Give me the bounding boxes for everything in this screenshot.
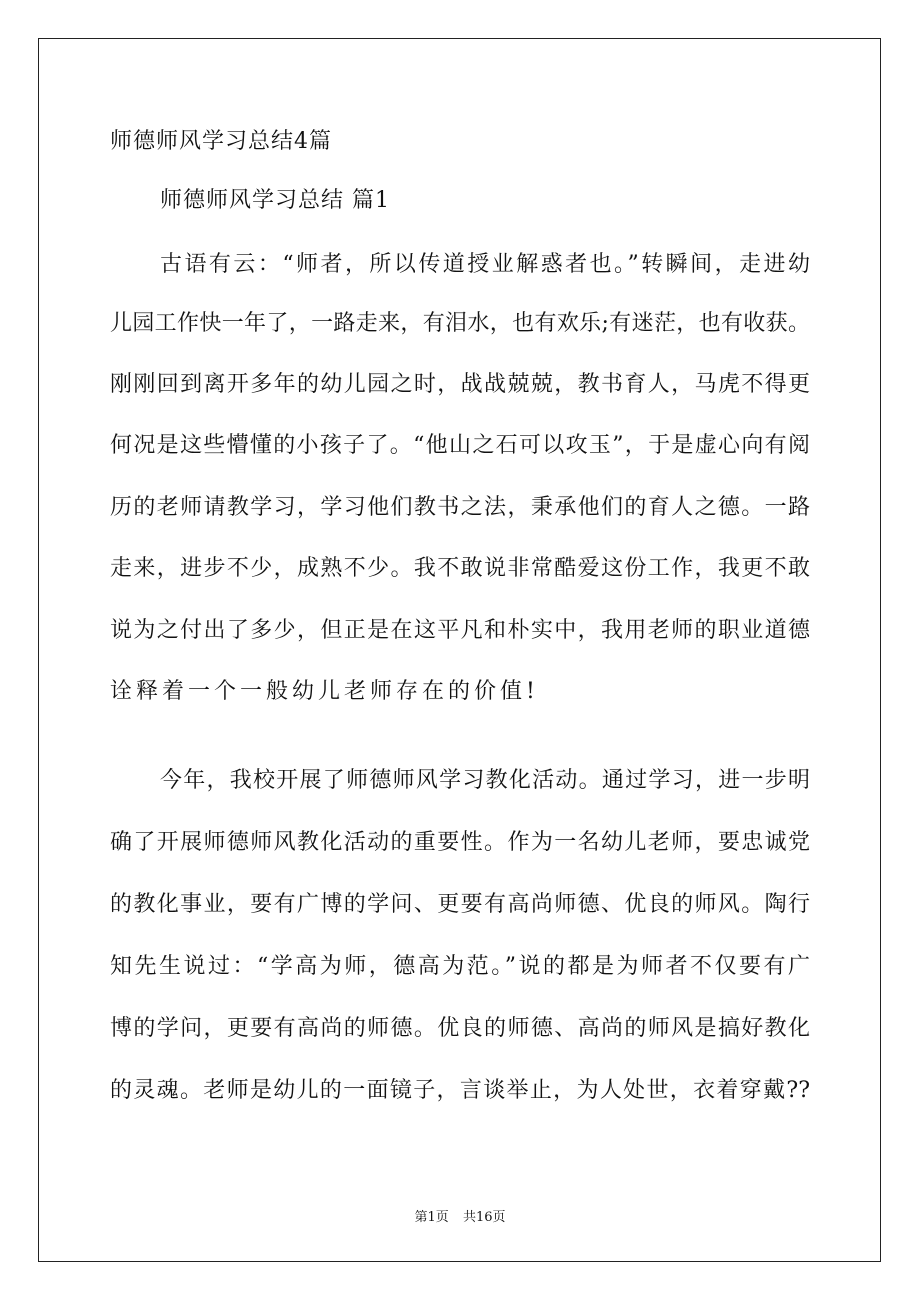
paragraph-line: 何况是这些懵懂的小孩子了。“他山之石可以攻玉”，于是虚心向有阅	[110, 433, 810, 458]
page-total: 共16页	[462, 1210, 506, 1225]
paragraph-line: 博的学问，更要有高尚的师德。优良的师德、高尚的师风是搞好教化	[110, 1016, 810, 1041]
paragraph-line: 走来，进步不少，成熟不少。我不敢说非常酷爱这份工作，我更不敢	[110, 556, 810, 581]
paragraph-line: 知先生说过：“学高为师，德高为范。”说的都是为师者不仅要有广	[110, 954, 810, 979]
paragraph-line: 的灵魂。老师是幼儿的一面镜子，言谈举止，为人处世，衣着穿戴??	[110, 1078, 810, 1103]
paragraph-line: 历的老师请教学习，学习他们教书之法，秉承他们的育人之德。一路	[110, 495, 810, 520]
paragraph-line: 说为之付出了多少，但正是在这平凡和朴实中，我用老师的职业道德	[110, 618, 810, 643]
paragraph-line: 古语有云：“师者，所以传道授业解惑者也。”转瞬间，走进幼	[160, 252, 810, 277]
paragraph-line: 确了开展师德师风教化活动的重要性。作为一名幼儿老师，要忠诚党	[110, 830, 810, 855]
paragraph-line: 刚刚回到离开多年的幼儿园之时，战战兢兢，教书育人，马虎不得更	[110, 372, 810, 397]
paragraph-line: 诠释着一个一般幼儿老师存在的价值!	[110, 679, 539, 704]
paragraph-line: 今年，我校开展了师德师风学习教化活动。通过学习，进一步明	[160, 768, 810, 793]
paragraph-line: 儿园工作快一年了，一路走来，有泪水，也有欢乐;有迷茫，也有收获。	[110, 311, 810, 336]
paragraph-line: 的教化事业，要有广博的学问、更要有高尚师德、优良的师风。陶行	[110, 892, 810, 917]
page-footer	[0, 1206, 920, 1225]
document-title: 师德师风学习总结4篇	[110, 129, 332, 154]
page-number: 第1页	[414, 1210, 449, 1225]
section-heading: 师德师风学习总结 篇1	[160, 188, 390, 213]
